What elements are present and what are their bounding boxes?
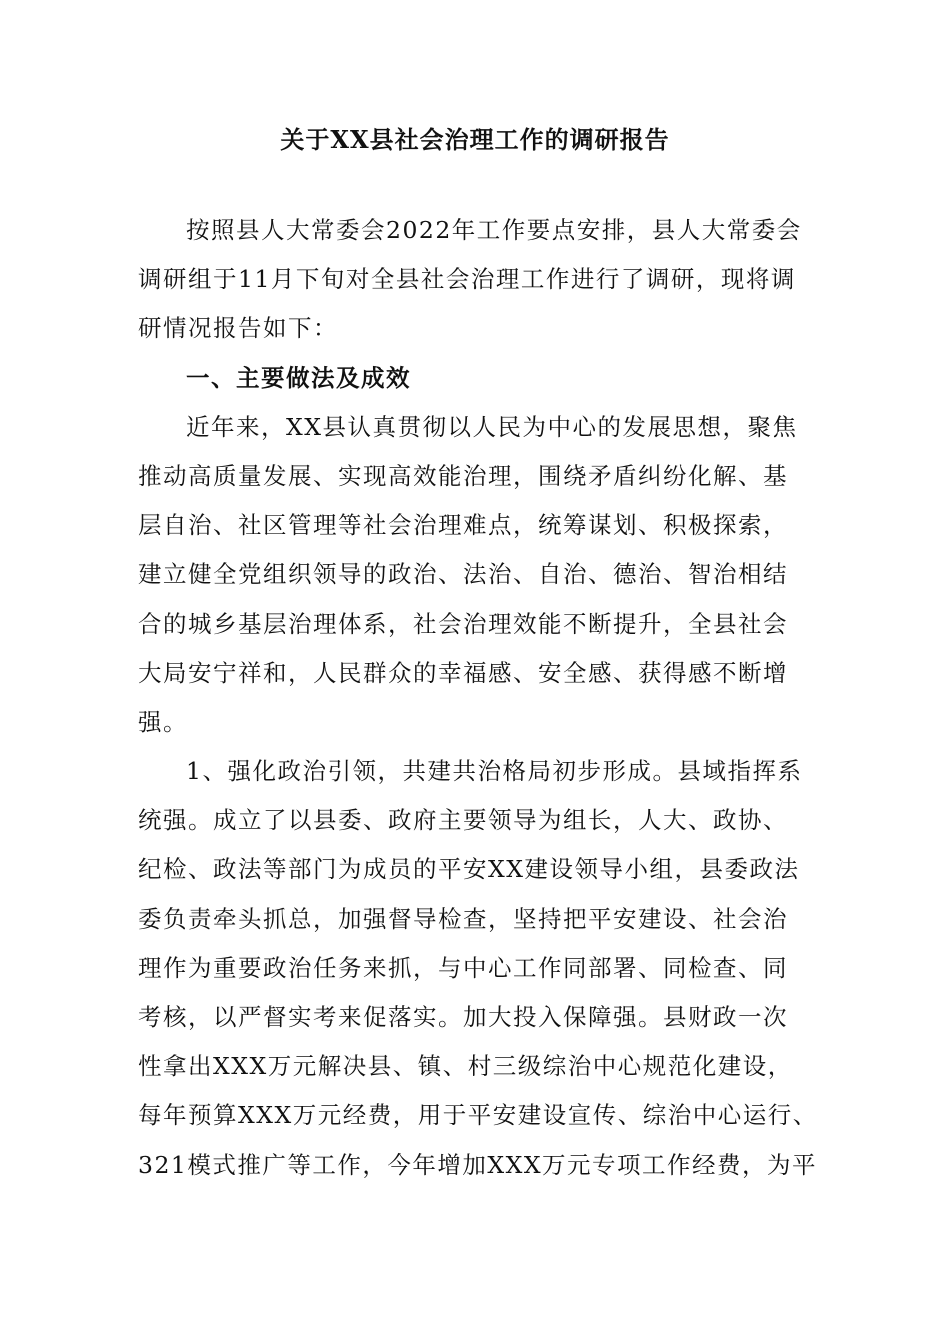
body-text-line: 建立健全党组织领导的政治、法治、自治、德治、智治相结 — [138, 560, 788, 589]
body-text-line: 按照县人大常委会2022年工作要点安排，县人大常委会 — [186, 216, 802, 244]
body-text-line: 考核，以严督实考来促落实。加大投入保障强。县财政一次 — [138, 1003, 788, 1031]
body-text-line: 层自治、社区管理等社会治理难点，统筹谋划、积极探索， — [138, 511, 788, 540]
body-text-line: 强。 — [138, 707, 188, 736]
body-text-line: 合的城乡基层治理体系，社会治理效能不断提升，全县社会 — [138, 609, 788, 638]
body-text-line: 321模式推广等工作，今年增加XXX万元专项工作经费，为平 — [138, 1150, 818, 1179]
document-title: 关于XX县社会治理工作的调研报告 — [280, 125, 670, 154]
body-text-line: 大局安宁祥和，人民群众的幸福感、安全感、获得感不断增 — [138, 658, 788, 687]
body-text-line: 研情况报告如下： — [138, 314, 338, 343]
body-text-line: 性拿出XXX万元解决县、镇、村三级综治中心规范化建设， — [138, 1052, 793, 1081]
body-text-line: 1、强化政治引领，共建共治格局初步形成。县域指挥系 — [186, 757, 803, 786]
section-heading: 一、主要做法及成效 — [186, 363, 411, 392]
body-text-line: 理作为重要政治任务来抓，与中心工作同部署、同检查、同 — [138, 953, 788, 982]
body-text-line: 统强。成立了以县委、政府主要领导为组长，人大、政协、 — [138, 806, 788, 835]
body-text-line: 调研组于11月下旬对全县社会治理工作进行了调研，现将调 — [138, 265, 796, 294]
body-text-line: 近年来，XX县认真贯彻以人民为中心的发展思想，聚焦 — [186, 412, 798, 441]
body-text-line: 委负责牵头抓总，加强督导检查，坚持把平安建设、社会治 — [138, 904, 788, 933]
document-body — [138, 206, 818, 1190]
body-text-line: 每年预算XXX万元经费，用于平安建设宣传、综治中心运行、 — [138, 1101, 818, 1130]
body-text-line: 推动高质量发展、实现高效能治理，围绕矛盾纠纷化解、基 — [138, 461, 788, 490]
body-text-line: 纪检、政法等部门为成员的平安XX建设领导小组，县委政法 — [138, 855, 800, 884]
